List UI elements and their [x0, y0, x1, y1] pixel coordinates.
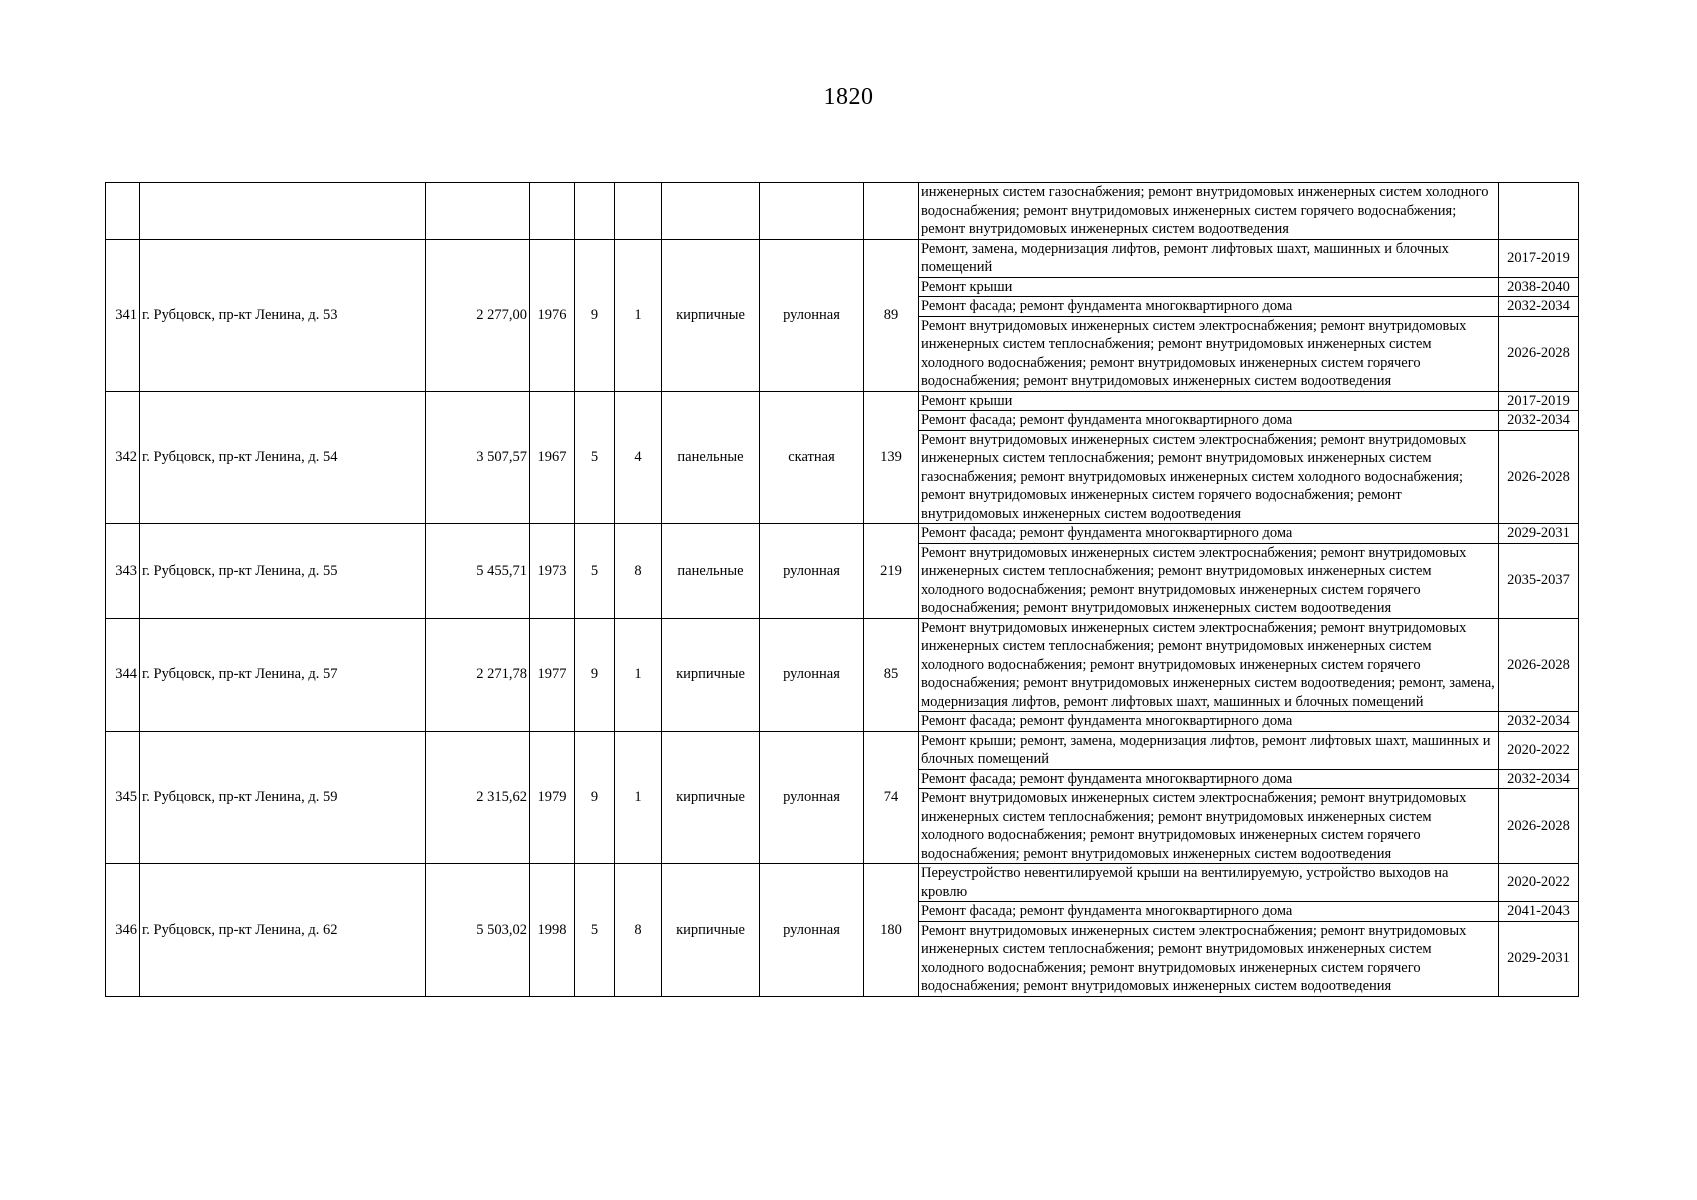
work-period: 2020-2022 — [1499, 731, 1579, 769]
table-row — [106, 239, 1579, 277]
work-description: Ремонт фасада; ремонт фундамента многоквартирного дома — [919, 769, 1499, 789]
roof-type: рулонная — [760, 864, 864, 997]
row-number: 342 — [106, 391, 140, 524]
year-built: 1998 — [530, 864, 575, 997]
wall-material: кирпичные — [662, 618, 760, 731]
work-description: Ремонт крыши — [919, 391, 1499, 411]
residents-count: 219 — [864, 524, 919, 619]
row-number: 343 — [106, 524, 140, 619]
year-built: 1967 — [530, 391, 575, 524]
address: г. Рубцовск, пр-кт Ленина, д. 55 — [140, 524, 426, 619]
work-period: 2026-2028 — [1499, 430, 1579, 524]
work-period: 2032-2034 — [1499, 712, 1579, 732]
total-area: 5 455,71 — [426, 524, 530, 619]
work-description: Ремонт, замена, модернизация лифтов, ремонт лифтовых шахт, машинных и блочных помещений — [919, 239, 1499, 277]
address: г. Рубцовск, пр-кт Ленина, д. 57 — [140, 618, 426, 731]
page-number: 1820 — [823, 84, 874, 110]
work-description: Ремонт фасада; ремонт фундамента многоквартирного дома — [919, 411, 1499, 431]
work-description: Ремонт фасада; ремонт фундамента многоквартирного дома — [919, 712, 1499, 732]
floors: 5 — [575, 524, 615, 619]
work-period: 2032-2034 — [1499, 297, 1579, 317]
work-description: инженерных систем газоснабжения; ремонт внутридомовых инженерных систем холодного водоснабжения; ремонт внутридомовых инженерных систем горячего водоснабжения; ремонт внутридомовых инженерных систем водоотведения — [919, 183, 1499, 240]
row-number: 345 — [106, 731, 140, 864]
entrances: 1 — [615, 239, 662, 391]
total-area: 5 503,02 — [426, 864, 530, 997]
roof-type: скатная — [760, 391, 864, 524]
total-area: 2 315,62 — [426, 731, 530, 864]
work-period: 2041-2043 — [1499, 902, 1579, 922]
work-period: 2029-2031 — [1499, 524, 1579, 544]
work-description: Ремонт внутридомовых инженерных систем электроснабжения; ремонт внутридомовых инженерных систем теплоснабжения; ремонт внутридомовых инженерных систем газоснабжения; ремонт внутридомовых инженерных систем холодного водоснабжения; ремонт внутридомовых инженерных систем горячего водоснабжения; ремонт внутридомовых инженерных систем водоотведения — [919, 430, 1499, 524]
table-row — [106, 731, 1579, 769]
table-row — [106, 618, 1579, 712]
work-period: 2038-2040 — [1499, 277, 1579, 297]
empty-cell-num — [106, 183, 140, 240]
address: г. Рубцовск, пр-кт Ленина, д. 59 — [140, 731, 426, 864]
empty-cell-floors — [575, 183, 615, 240]
work-period: 2017-2019 — [1499, 239, 1579, 277]
row-number: 346 — [106, 864, 140, 997]
floors: 9 — [575, 731, 615, 864]
work-description: Ремонт фасада; ремонт фундамента многоквартирного дома — [919, 297, 1499, 317]
year-built: 1977 — [530, 618, 575, 731]
row-number: 341 — [106, 239, 140, 391]
work-period: 2026-2028 — [1499, 618, 1579, 712]
table-row — [106, 524, 1579, 544]
repair-schedule-table — [105, 182, 1579, 997]
work-period: 2032-2034 — [1499, 411, 1579, 431]
empty-cell-walls — [662, 183, 760, 240]
entrances: 8 — [615, 864, 662, 997]
wall-material: кирпичные — [662, 731, 760, 864]
work-period: 2032-2034 — [1499, 769, 1579, 789]
entrances: 4 — [615, 391, 662, 524]
address: г. Рубцовск, пр-кт Ленина, д. 54 — [140, 391, 426, 524]
entrances: 8 — [615, 524, 662, 619]
work-description: Ремонт внутридомовых инженерных систем электроснабжения; ремонт внутридомовых инженерных систем теплоснабжения; ремонт внутридомовых инженерных систем холодного водоснабжения; ремонт внутридомовых инженерных систем горячего водоснабжения; ремонт внутридомовых инженерных систем водоотведения — [919, 543, 1499, 618]
year-built: 1973 — [530, 524, 575, 619]
address: г. Рубцовск, пр-кт Ленина, д. 62 — [140, 864, 426, 997]
work-description: Ремонт внутридомовых инженерных систем электроснабжения; ремонт внутридомовых инженерных систем теплоснабжения; ремонт внутридомовых инженерных систем холодного водоснабжения; ремонт внутридомовых инженерных систем горячего водоснабжения; ремонт внутридомовых инженерных систем водоотведения — [919, 921, 1499, 996]
empty-cell-entrances — [615, 183, 662, 240]
floors: 5 — [575, 864, 615, 997]
table-row — [106, 864, 1579, 902]
empty-cell-residents — [864, 183, 919, 240]
work-period: 2017-2019 — [1499, 391, 1579, 411]
empty-cell-year — [530, 183, 575, 240]
work-description: Ремонт крыши — [919, 277, 1499, 297]
year-built: 1976 — [530, 239, 575, 391]
address: г. Рубцовск, пр-кт Ленина, д. 53 — [140, 239, 426, 391]
wall-material: кирпичные — [662, 864, 760, 997]
continuation-row — [106, 183, 1579, 240]
work-period: 2035-2037 — [1499, 543, 1579, 618]
residents-count: 139 — [864, 391, 919, 524]
entrances: 1 — [615, 618, 662, 731]
empty-cell-area — [426, 183, 530, 240]
work-description: Ремонт фасада; ремонт фундамента многоквартирного дома — [919, 902, 1499, 922]
total-area: 2 277,00 — [426, 239, 530, 391]
work-period: 2020-2022 — [1499, 864, 1579, 902]
wall-material: панельные — [662, 524, 760, 619]
work-description: Ремонт фасада; ремонт фундамента многоквартирного дома — [919, 524, 1499, 544]
work-description: Ремонт внутридомовых инженерных систем электроснабжения; ремонт внутридомовых инженерных систем теплоснабжения; ремонт внутридомовых инженерных систем холодного водоснабжения; ремонт внутридомовых инженерных систем горячего водоснабжения; ремонт внутридомовых инженерных систем водоотведения; ремонт, замена, модернизация лифтов, ремонт лифтовых шахт, машинных и блочных помещений — [919, 618, 1499, 712]
work-description: Переустройство невентилируемой крыши на вентилируемую, устройство выходов на кровлю — [919, 864, 1499, 902]
roof-type: рулонная — [760, 524, 864, 619]
work-description: Ремонт внутридомовых инженерных систем электроснабжения; ремонт внутридомовых инженерных систем теплоснабжения; ремонт внутридомовых инженерных систем холодного водоснабжения; ремонт внутридомовых инженерных систем горячего водоснабжения; ремонт внутридомовых инженерных систем водоотведения — [919, 789, 1499, 864]
total-area: 3 507,57 — [426, 391, 530, 524]
entrances: 1 — [615, 731, 662, 864]
empty-cell-address — [140, 183, 426, 240]
table-row — [106, 391, 1579, 411]
work-period — [1499, 183, 1579, 240]
roof-type: рулонная — [760, 618, 864, 731]
roof-type: рулонная — [760, 239, 864, 391]
residents-count: 89 — [864, 239, 919, 391]
residents-count: 180 — [864, 864, 919, 997]
year-built: 1979 — [530, 731, 575, 864]
empty-cell-roof — [760, 183, 864, 240]
floors: 9 — [575, 239, 615, 391]
total-area: 2 271,78 — [426, 618, 530, 731]
work-period: 2026-2028 — [1499, 789, 1579, 864]
floors: 9 — [575, 618, 615, 731]
residents-count: 85 — [864, 618, 919, 731]
row-number: 344 — [106, 618, 140, 731]
floors: 5 — [575, 391, 615, 524]
work-description: Ремонт крыши; ремонт, замена, модернизация лифтов, ремонт лифтовых шахт, машинных и блочных помещений — [919, 731, 1499, 769]
work-period: 2029-2031 — [1499, 921, 1579, 996]
roof-type: рулонная — [760, 731, 864, 864]
wall-material: панельные — [662, 391, 760, 524]
work-period: 2026-2028 — [1499, 316, 1579, 391]
wall-material: кирпичные — [662, 239, 760, 391]
work-description: Ремонт внутридомовых инженерных систем электроснабжения; ремонт внутридомовых инженерных систем теплоснабжения; ремонт внутридомовых инженерных систем холодного водоснабжения; ремонт внутридомовых инженерных систем горячего водоснабжения; ремонт внутридомовых инженерных систем водоотведения — [919, 316, 1499, 391]
residents-count: 74 — [864, 731, 919, 864]
